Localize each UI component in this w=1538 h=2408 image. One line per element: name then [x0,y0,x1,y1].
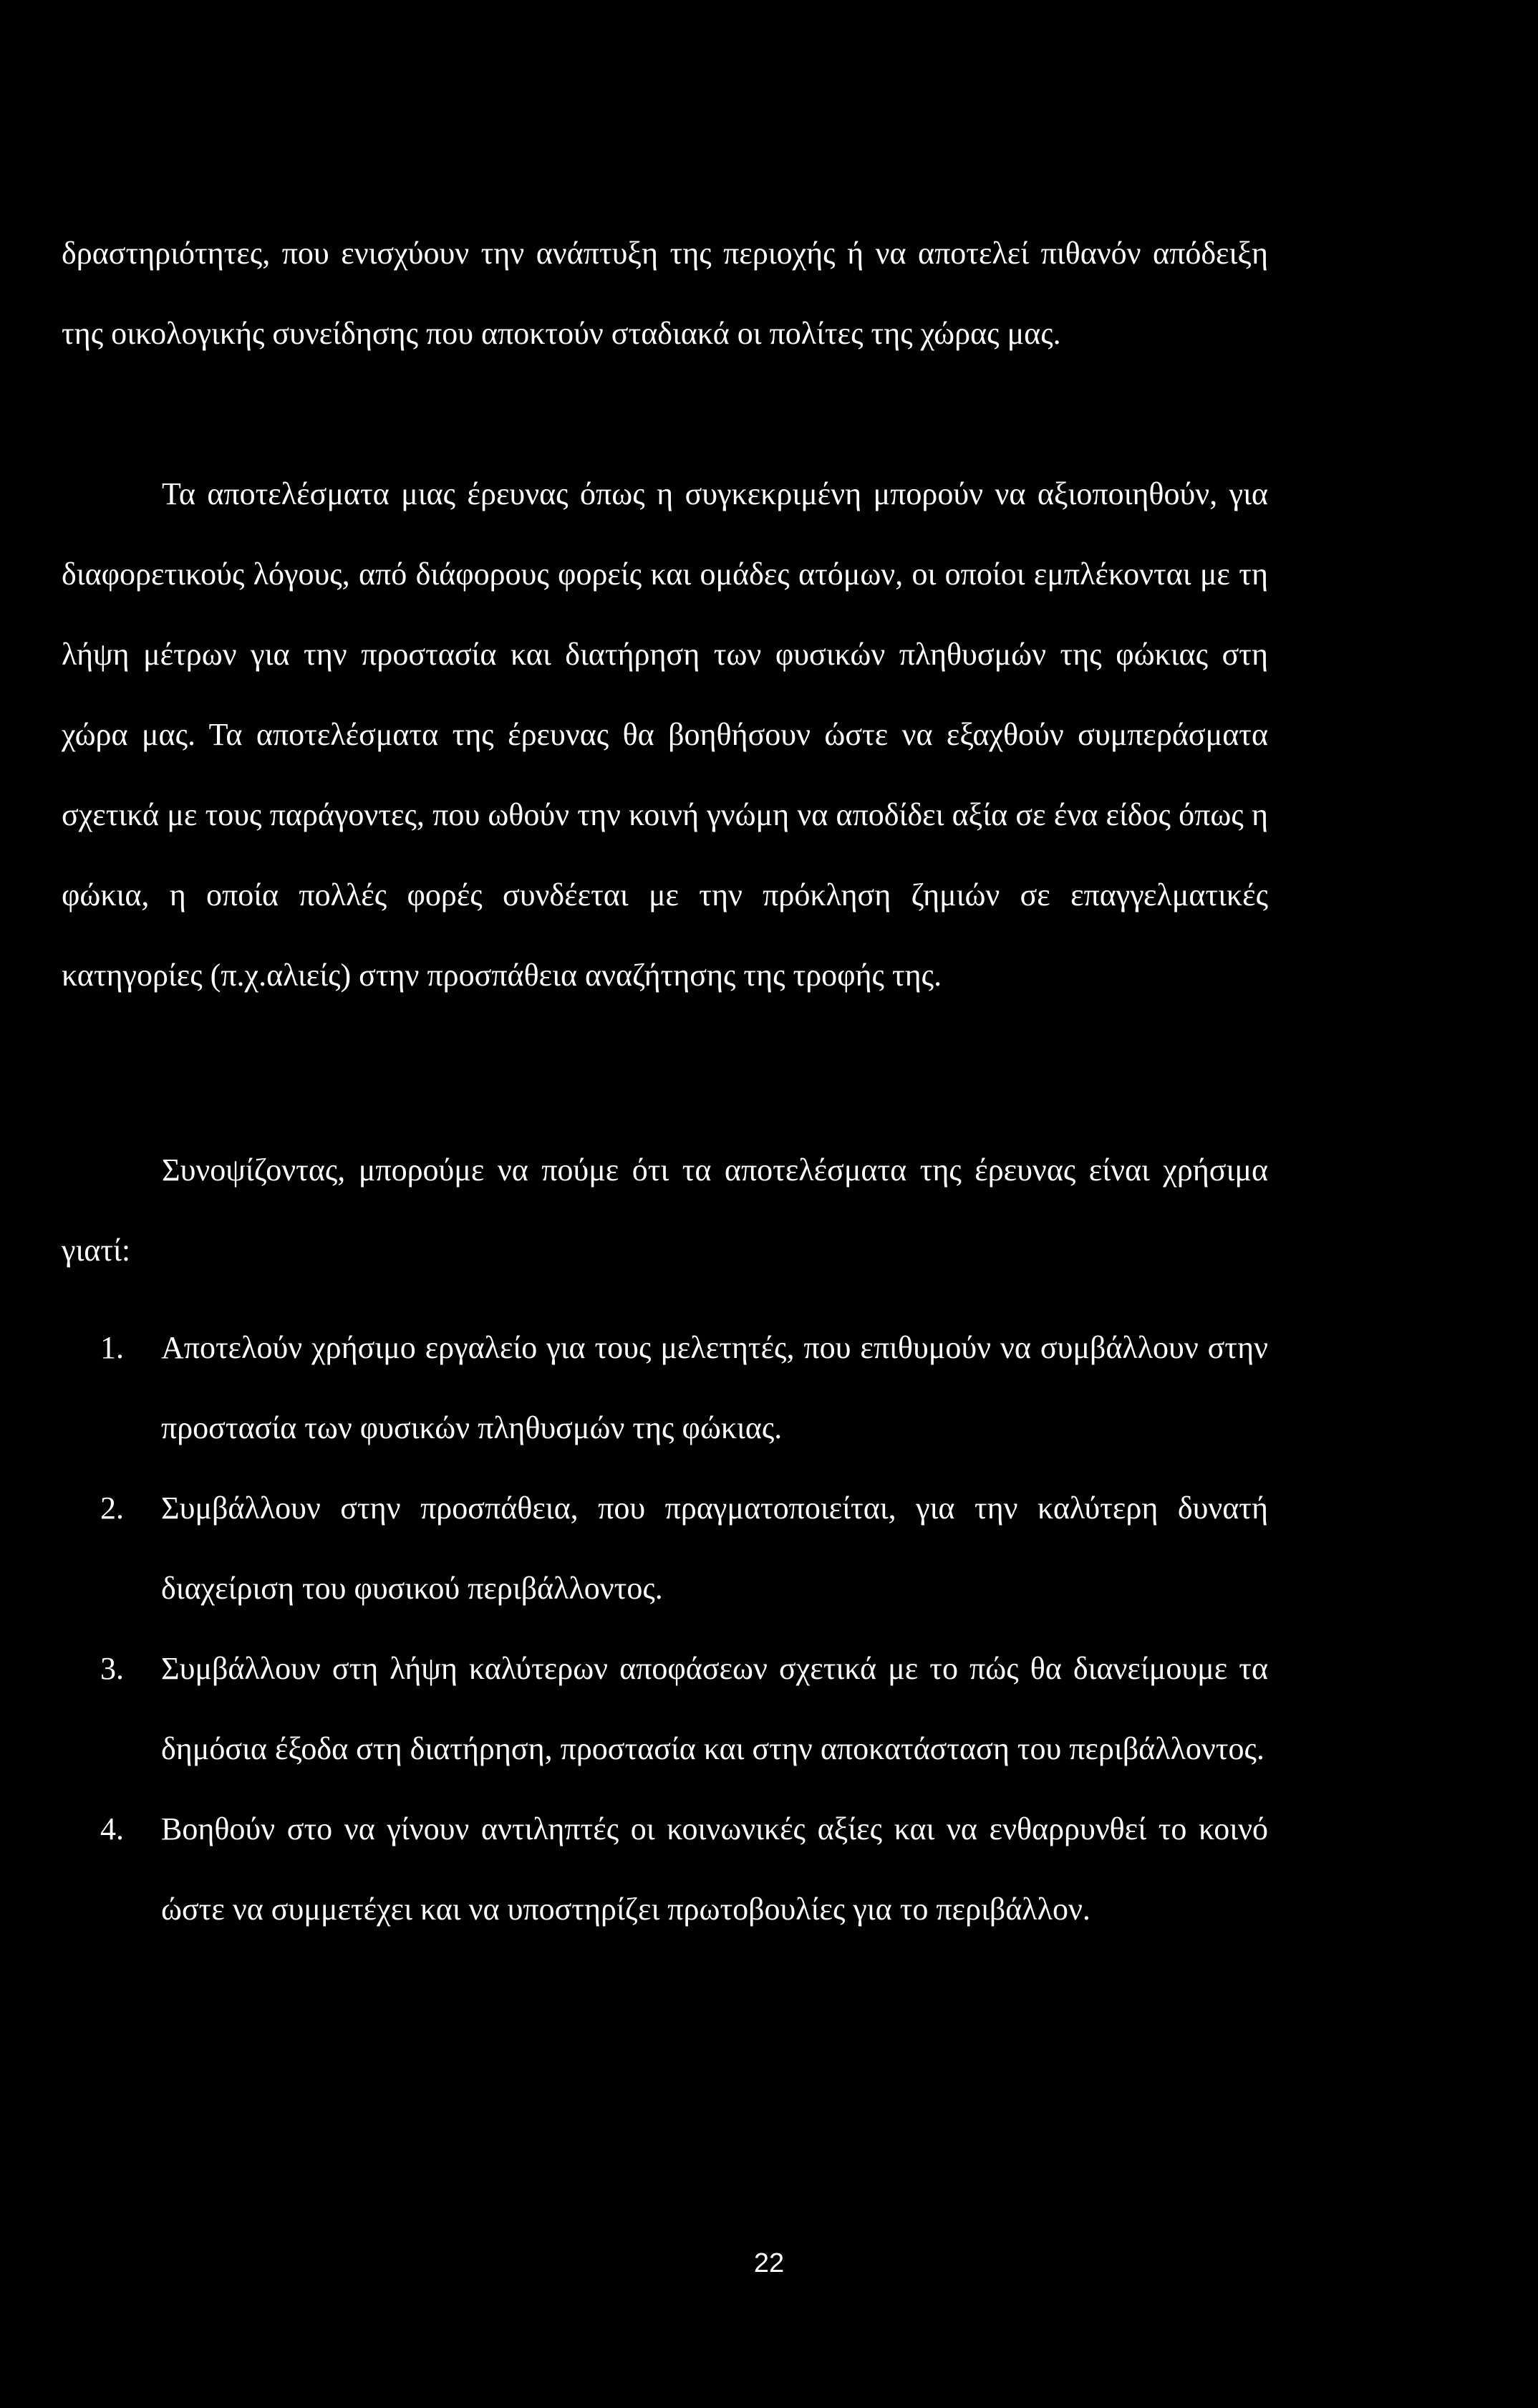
numbered-list [62,1308,1268,1950]
list-item-text: Συμβάλλουν στη λήψη καλύτερων αποφάσεων σχετικά με το πώς θα διανείμουμε τα δημόσια έξοδα στη διατήρηση, προστασία και στην αποκατάσταση του περιβάλλοντος. [161,1651,1268,1766]
list-item [62,1308,1268,1468]
paragraph-research-results: Τα αποτελέσματα μιας έρευνας όπως η συγκεκριμένη μπορούν να αξιοποιηθούν, για διαφορετικούς λόγους, από διάφορους φορείς και ομάδες ατόμων, οι οποίοι εμπλέκονται με τη λήψη μέτρων για την προστασία και διατήρηση των φυσικών πληθυσμών της φώκιας στη χώρα μας. Τα αποτελέσματα της έρευνας θα βοηθήσουν ώστε να εξαχθούν συμπεράσματα σχετικά με τους παράγοντες, που ωθούν την κοινή γνώμη να αποδίδει αξία σε ένα είδος όπως η φώκια, η οποία πολλές φορές συνδέεται με την πρόκληση ζημιών σε επαγγελματικές κατηγορίες (π.χ.αλιείς) στην προσπάθεια αναζήτησης της τροφής της. [62,476,1268,993]
list-item-text: Συμβάλλουν στην προσπάθεια, που πραγματοποιείται, για την καλύτερη δυνατή διαχείριση του φυσικού περιβάλλοντος. [161,1490,1268,1606]
list-number: 3. [100,1651,124,1686]
list-item-text: Αποτελούν χρήσιμο εργαλείο για τους μελετητές, που επιθυμούν να συμβάλλουν στην προστασία των φυσικών πληθυσμών της φώκιας. [161,1330,1268,1445]
list-item [62,1468,1268,1629]
paragraph-continuation: δραστηριότητες, που ενισχύουν την ανάπτυξη της περιοχής ή να αποτελεί πιθανόν απόδειξη της οικολογικής συνείδησης που αποκτούν σταδιακά οι πολίτες της χώρας μας. [62,236,1268,351]
list-item-text: Βοηθούν στο να γίνουν αντιληπτές οι κοινωνικές αξίες και να ενθαρρυνθεί το κοινό ώστε να συμμετέχει και να υποστηρίζει πρωτοβουλίες για το περιβάλλον. [161,1811,1268,1927]
list-number: 2. [100,1490,124,1526]
list-item [62,1789,1268,1950]
list-item [62,1629,1268,1789]
list-number: 4. [100,1811,124,1846]
paragraph-summary-intro: Συνοψίζοντας, μπορούμε να πούμε ότι τα αποτελέσματα της έρευνας είναι χρήσιμα γιατί: [62,1152,1268,1268]
list-number: 1. [100,1330,124,1365]
page-number: 22 [753,2248,785,2278]
